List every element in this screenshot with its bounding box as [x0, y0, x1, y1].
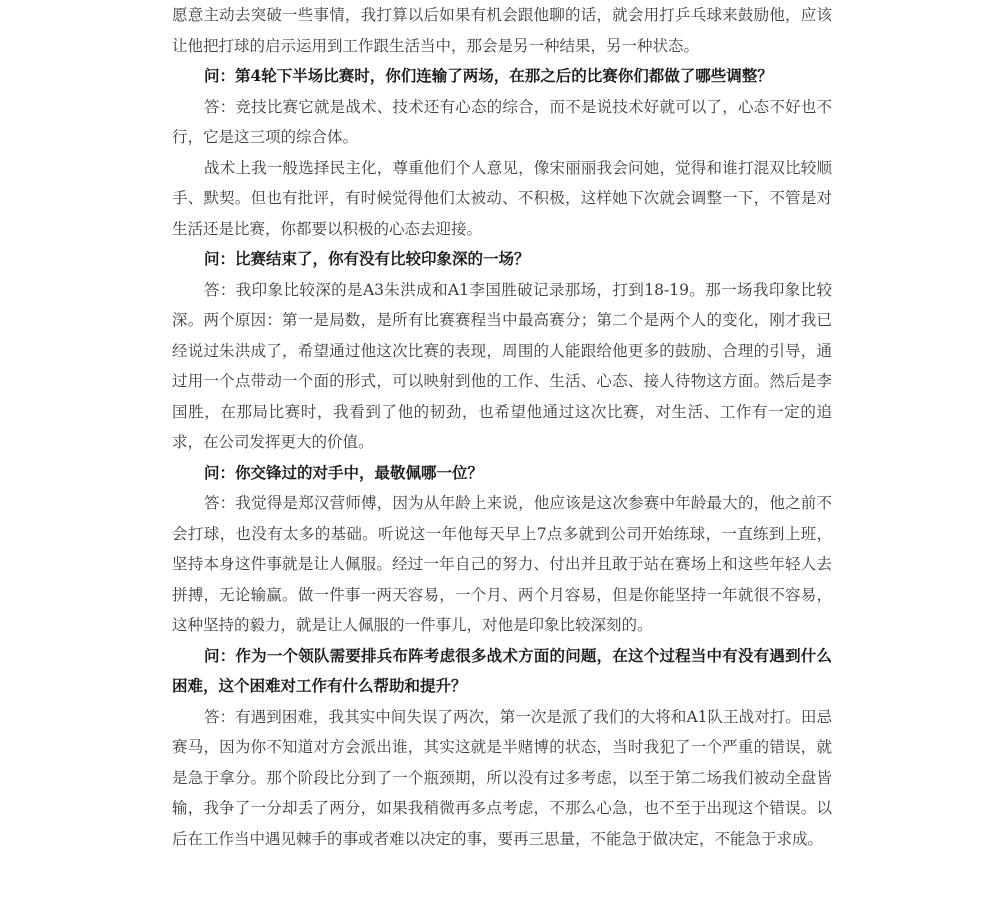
answer-paragraph: 答：我觉得是郑汉营师傅，因为从年龄上来说，他应该是这次参赛中年龄最大的，他之前不会打球，也没有太多的基础。听说这一年他每天早上7点多就到公司开始练球，一直练到上班，坚持本身这件事就是让人佩服。经过一年自己的努力、付出并且敢于站在赛场上和这些年轻人去拼搏，无论输赢。做一件事一两天容易，一个月、两个月容易，但是你能坚持一年就很不容易，这种坚持的毅力，就是让人佩服的一件事儿，对他是印象比较深刻的。 — [172, 494, 832, 634]
question-most-admired-opponent: 问：你交锋过的对手中，最敬佩哪一位？ — [204, 462, 484, 482]
question-team-leader-difficulties: 问：作为一个领队需要排兵布阵考虑很多战术方面的问题，在这个过程当中有没有遇到什么困难，这个困难对工作有什么帮助和提升？ — [172, 645, 832, 695]
answer-paragraph: 答：竞技比赛它就是战术、技术还有心态的综合，而不是说技术好就可以了，心态不好也不行，它是这三项的综合体。 — [172, 97, 832, 146]
answer-paragraph: 答：有遇到困难，我其实中间失误了两次，第一次是派了我们的大将和A1队王战对打。田忌赛马，因为你不知道对方会派出谁，其实这就是半赌博的状态，当时我犯了一个严重的错误，就是急于拿分。那个阶段比分到了一个瓶颈期，所以没有过多考虑，以至于第二场我们被动全盘皆输，我争了一分却丢了两分，如果我稍微再多点考虑，不那么心急，也不至于出现这个错误。以后在工作当中遇见棘手的事或者难以决定的事，要再三思量，不能急于做决定，不能急于求成。 — [172, 707, 832, 848]
question-round-4-adjustments: 问：第4轮下半场比赛时，你们连输了两场，在那之后的比赛你们都做了哪些调整？ — [204, 66, 773, 85]
paragraph-continuation: 愿意主动去突破一些事情，我打算以后如果有机会跟他聊的话，就会用打乒乓球来鼓励他，应该让他把打球的启示运用到工作跟生活当中，那会是另一种结果，另一种状态。 — [172, 6, 832, 55]
question-most-memorable-match: 问：比赛结束了，你有没有比较印象深的一场？ — [204, 249, 530, 268]
answer-paragraph: 战术上我一般选择民主化，尊重他们个人意见，像宋丽丽我会问她，觉得和谁打混双比较顺手、默契。但也有批评，有时候觉得他们太被动、不积极，这样她下次就会调整一下，不管是对生活还是比赛，你都要以积极的心态去迎接。 — [172, 158, 832, 238]
answer-paragraph: 答：我印象比较深的是A3朱洪成和A1李国胜破记录那场，打到18-19。那一场我印象比较深。两个原因：第一是局数，是所有比赛赛程当中最高赛分；第二个是两个人的变化，刚才我已经说过朱洪成了，希望通过他这次比赛的表现，周围的人能跟给他更多的鼓励、合理的引导，通过用一个点带动一个面的形式，可以映射到他的工作、生活、心态、接人待物这方面。然后是李国胜，在那局比赛时，我看到了他的韧劲，也希望他通过这次比赛，对生活、工作有一定的追求，在公司发挥更大的价值。 — [172, 280, 832, 451]
document-body — [172, 0, 832, 854]
